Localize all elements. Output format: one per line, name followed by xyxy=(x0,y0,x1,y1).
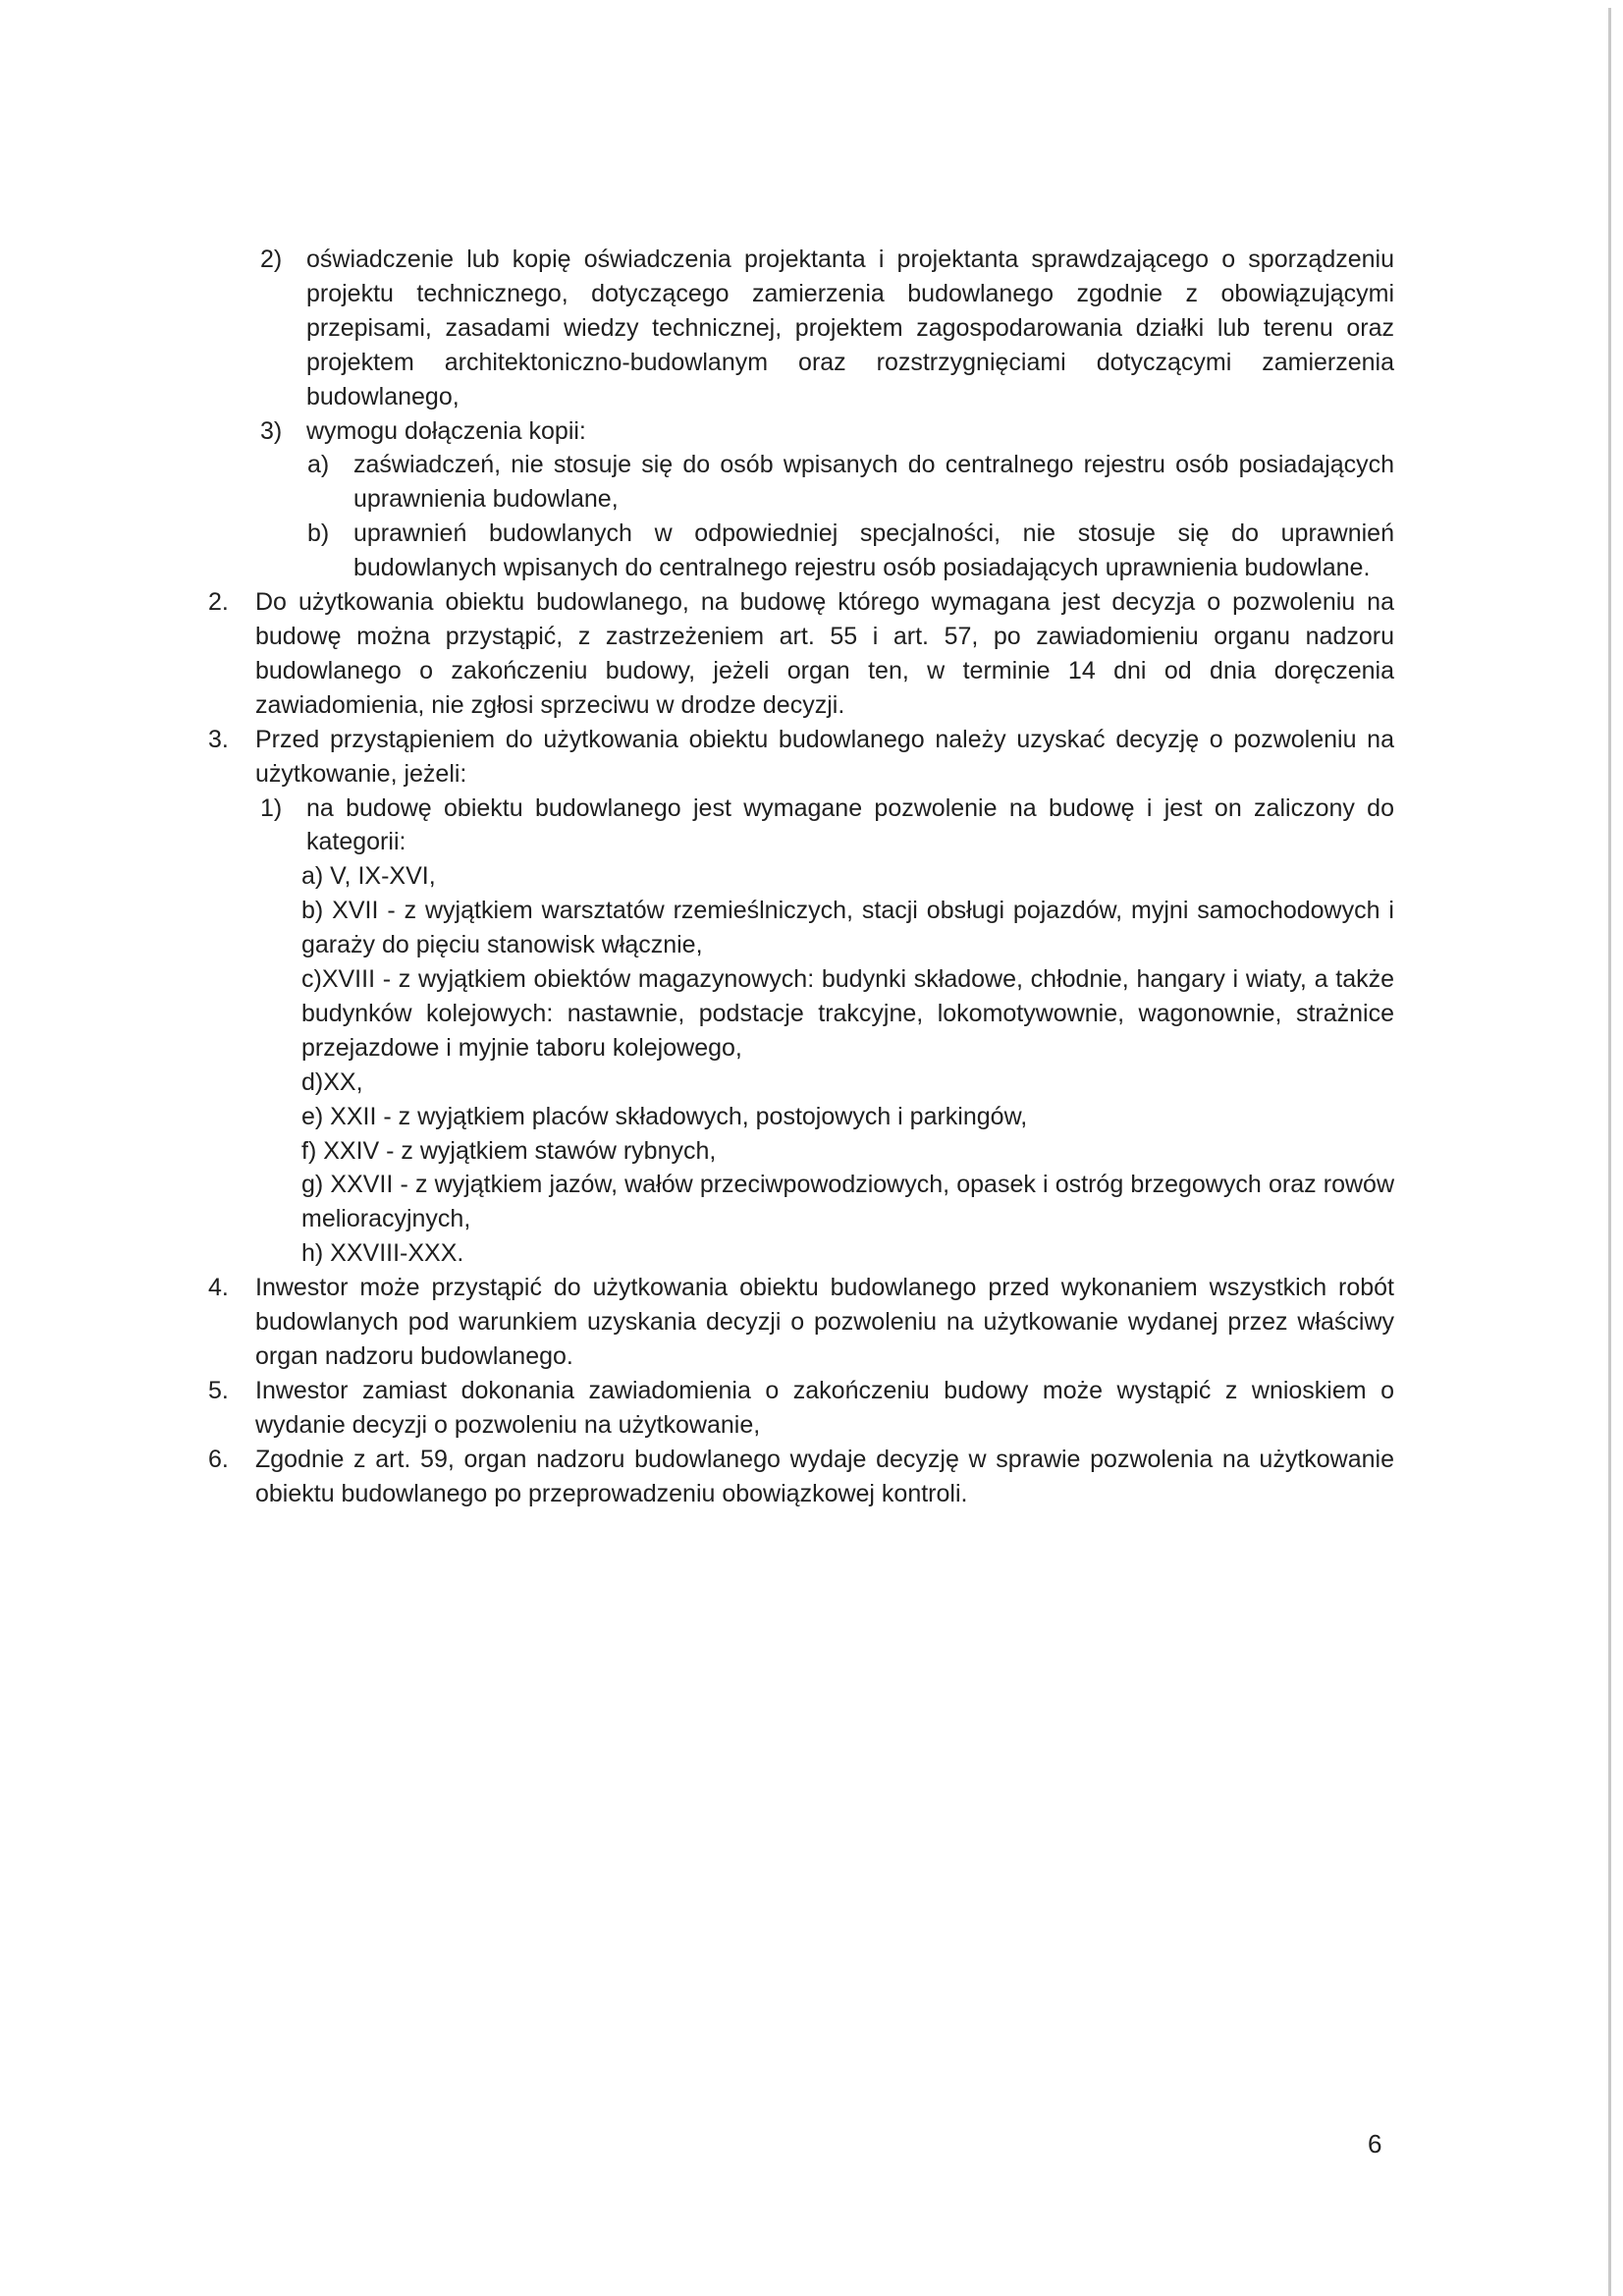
category-item: a) V, IX-XVI, xyxy=(301,862,436,891)
document-body xyxy=(0,243,1623,1511)
item-text: Do użytkowania obiektu budowlanego, na budowę którego wymagana jest decyzja o pozwoleniu na budowę można przystąpić, z zastrzeżeniem art. 55 i art. 57, po zawiadomieniu organu nadzoru budowlanego o zakończeniu budowy, jeżeli organ ten, w terminie 14 dni od dnia doręczenia zawiadomienia, nie zgłosi sprzeciwu w drodze decyzji. xyxy=(255,588,1394,719)
item-number: 2) xyxy=(260,246,283,273)
list-item xyxy=(0,243,1623,414)
item-text: zaświadczeń, nie stosuje się do osób wpisanych do centralnego rejestru osób posiadających uprawnienia budowlane, xyxy=(353,451,1394,514)
list-item xyxy=(0,1443,1623,1511)
list-item xyxy=(0,414,1623,449)
category-item: b) XVII - z wyjątkiem warsztatów rzemieślniczych, stacji obsługi pojazdów, myjni samochodowych i garaży do pięciu stanowisk włącznie, xyxy=(301,897,1394,959)
item-number: 1) xyxy=(260,793,283,822)
item-number: 3. xyxy=(208,725,229,753)
item-number: 6. xyxy=(208,1445,229,1473)
item-number: 4. xyxy=(208,1274,229,1302)
category-item: f) XXIV - z wyjątkiem stawów rybnych, xyxy=(301,1136,717,1165)
list-item xyxy=(0,792,1623,860)
item-number: b) xyxy=(307,519,330,548)
list-item xyxy=(0,448,1623,517)
item-number: 5. xyxy=(208,1376,229,1404)
item-text: na budowę obiektu budowlanego jest wymagane pozwolenie na budowę i jest on zaliczony do kategorii: xyxy=(306,793,1394,856)
list-item xyxy=(0,723,1623,792)
item-text: uprawnień budowlanych w odpowiedniej specjalności, nie stosuje się do uprawnień budowlanych wpisanych do centralnego rejestru osób posiadających uprawnienia budowlane. xyxy=(353,519,1394,582)
category-item: e) XXII - z wyjątkiem placów składowych, postojowych i parkingów, xyxy=(301,1102,1028,1130)
list-item xyxy=(0,517,1623,585)
item-text: Inwestor zamiast dokonania zawiadomienia o zakończeniu budowy może wystąpić z wnioskiem o wydanie decyzji o pozwoleniu na użytkowanie, xyxy=(255,1376,1394,1439)
page-number: 6 xyxy=(1368,2129,1382,2159)
item-text: wymogu dołączenia kopii: xyxy=(306,416,586,445)
item-text: Inwestor może przystąpić do użytkowania obiektu budowlanego przed wykonaniem wszystkich robót budowlanych pod warunkiem uzyskania decyzji o pozwoleniu na użytkowanie wydanej przez właściwy organ nadzoru budowlanego. xyxy=(255,1274,1394,1370)
category-item: g) XXVII - z wyjątkiem jazów, wałów przeciwpowodziowych, opasek i ostróg brzegowych oraz rowów melioracyjnych, xyxy=(301,1171,1394,1233)
item-text: Przed przystąpieniem do użytkowania obiektu budowlanego należy uzyskać decyzję o pozwoleniu na użytkowanie, jeżeli: xyxy=(255,725,1394,788)
category-item: c)XVIII - z wyjątkiem obiektów magazynowych: budynki składowe, chłodnie, hangary i wiaty, a także budynków kolejowych: nastawnie, podstacje trakcyjne, lokomotywownie, wagonownie, strażnice przejazdowe i myjnie taboru kolejowego, xyxy=(301,965,1394,1062)
list-item xyxy=(0,1374,1623,1443)
item-text: Zgodnie z art. 59, organ nadzoru budowlanego wydaje decyzję w sprawie pozwolenia na użytkowanie obiektu budowlanego po przeprowadzeniu obowiązkowej kontroli. xyxy=(255,1445,1394,1507)
item-text: oświadczenie lub kopię oświadczenia projektanta i projektanta sprawdzającego o sporządzeniu projektu technicznego, dotyczącego zamierzenia budowlanego zgodnie z obowiązującymi przepisami, zasadami wiedzy technicznej, projektem zagospodarowania działki lub terenu oraz projektem architektoniczno-budowlanym oraz rozstrzygnięciami dotyczącymi zamierzenia budowlanego, xyxy=(306,246,1394,410)
item-number: 2. xyxy=(208,588,229,617)
item-number: a) xyxy=(307,451,330,479)
list-item xyxy=(0,1271,1623,1374)
item-number: 3) xyxy=(260,416,283,445)
list-item xyxy=(0,585,1623,723)
category-item: d)XX, xyxy=(301,1067,363,1096)
category-item: h) XXVIII-XXX. xyxy=(301,1239,464,1268)
